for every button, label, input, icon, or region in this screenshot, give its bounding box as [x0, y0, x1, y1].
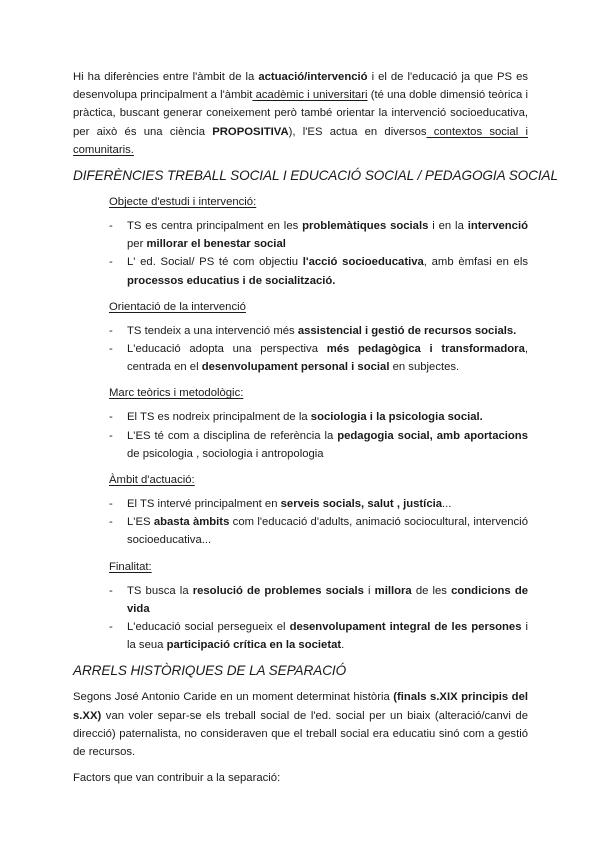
list-item: - El TS intervé principalment en serveis socials, salut , justícia... — [73, 495, 528, 513]
subheading: Marc teòrics i metodològic: — [109, 387, 244, 400]
text: Hi ha diferències entre l'àmbit de la — [73, 71, 259, 83]
dash-list — [73, 582, 528, 655]
section-heading-differences: DIFERÈNCIES TREBALL SOCIAL I EDUCACIÓ SOCIAL / PEDAGOGIA SOCIAL — [73, 168, 558, 184]
subheading: Àmbit d'actuació: — [109, 474, 195, 487]
historical-paragraph: Segons José Antonio Caride en un moment determinat història (finals s.XIX principis del s.XX) van voler separ-se els treball social de l'ed. social per un biaix (alteració/canvi de direcció) paternalista, no consideraven que el treball social era educatiu sinó com a gestió de recursos. — [73, 691, 529, 759]
subheading: Orientació de la intervenció — [109, 300, 246, 313]
subheading: Finalitat: — [109, 560, 152, 573]
section-heading-historical-roots: ARRELS HISTÒRIQUES DE LA SEPARACIÓ — [73, 663, 347, 679]
list-item: - L'ES abasta àmbits com l'educació d'adults, animació sociocultural, intervenció socioeducativa... — [73, 513, 528, 549]
dash-list — [73, 408, 528, 463]
list-item: - TS tendeix a una intervenció més assistencial i gestió de recursos socials. — [73, 322, 528, 340]
list-item: - TS es centra principalment en les problemàtiques socials i en la intervenció per millorar el benestar social — [73, 217, 528, 253]
list-item: - El TS es nodreix principalment de la sociologia i la psicologia social. — [73, 408, 528, 426]
text: (té una doble dimensió teòrica i pràctica, buscant generar coneixement però també orientar la intervenció socioeducativa, per això és una ciència — [73, 89, 528, 138]
bold-text: PROPOSITIVA — [212, 125, 289, 138]
dash-list — [73, 217, 528, 290]
bold-text: actuació/intervenció — [258, 71, 368, 83]
dash-list — [73, 322, 528, 377]
document-page — [73, 68, 558, 795]
list-item: - L' ed. Social/ PS té com objectiu l'acció socioeducativa, amb èmfasi en els processos educatius i de socialització. — [73, 253, 528, 289]
intro-paragraph — [73, 68, 528, 159]
subheading: Objecte d'estudi i intervenció: — [109, 196, 257, 209]
dash-list — [73, 495, 528, 550]
list-item: - TS busca la resolució de problemes socials i millora de les condicions de vida — [73, 582, 528, 618]
list-item: - L'educació adopta una perspectiva més pedagògica i transformadora, centrada en el desenvolupament personal i social en subjectes. — [73, 340, 528, 376]
text: ), l'ES actua en diversos — [288, 125, 427, 138]
underlined-text: contextos social i comunitaris. — [73, 125, 528, 156]
factors-paragraph: Factors que van contribuir a la separació: — [73, 772, 281, 785]
list-item: - L'educació social persegueix el desenvolupament integral de les persones i la seua participació crítica en la societat. — [73, 618, 528, 654]
text: i el de l'educació ja que PS es desenvolupa principalment a l'àmbit — [73, 71, 529, 102]
list-item: - L'ES té com a disciplina de referència la pedagogia social, amb aportacions de psicologia , sociologia i antropologia — [73, 427, 528, 463]
underlined-text: acadèmic i universitari — [252, 89, 368, 102]
